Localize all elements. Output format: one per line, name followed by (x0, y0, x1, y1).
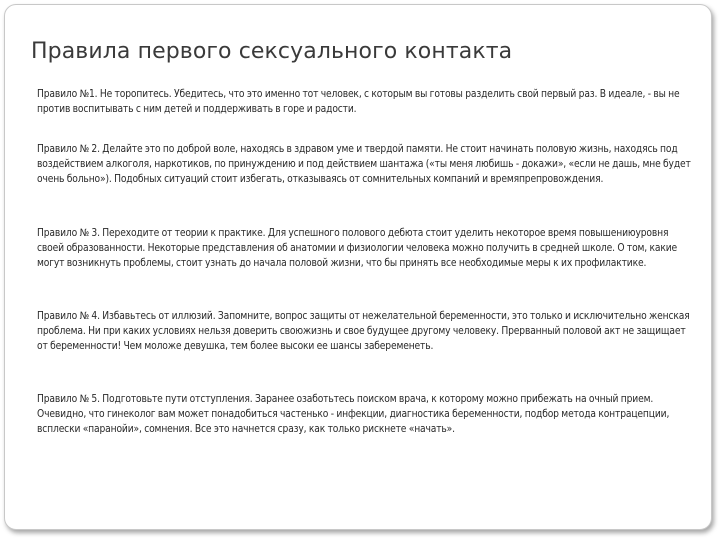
slide-frame (4, 4, 712, 530)
slide-title: Правила первого сексуального контакта (31, 39, 513, 64)
rule-4-text: Правило № 4. Избавьтесь от иллюзий. Запомните, вопрос защиты от нежелательной беременности, это только и исключительно женская проблема. Ни при каких условиях нельзя доверить своюжизнь и свое будущее другому человеку. Прерванный половой акт не защищает от беременности! Чем моложе девушка, тем более высоки ее шансы забеременеть. (37, 311, 690, 352)
rule-3-text: Правило № 3. Переходите от теории к практике. Для успешного полового дебюта стоит уделить некоторое время повышениюуровня своей образованности. Некоторые представления об анатомии и физиологии человека можно получить в средней школе. О том, какие могут возникнуть проблемы, стоит узнать до начала половой жизни, что бы принять все необходимые меры к их профилактике. (37, 228, 678, 269)
rule-5-text: Правило № 5. Подготовьте пути отступления. Заранее озаботьтесь поиском врача, к которому можно прибежать на очный прием. Очевидно, что гинеколог вам может понадобиться частенько - инфекции, диагностика беременности, подбор метода контрацепции, всплески «паранойи», сомнения. Все это начнется сразу, как только рискнете «начать». (37, 394, 670, 435)
rule-2-text: Правило № 2. Делайте это по доброй воле, находясь в здравом уме и твердой памяти. Не стоит начинать половую жизнь, находясь под воздействием алкоголя, наркотиков, по принуждению и под действием шантажа («ты меня любишь - докажи», «если не дашь, мне будет очень больно»). Подобных ситуаций стоит избегать, отказываясь от сомнительных компаний и времяпрепровождения. (37, 144, 691, 185)
rule-1-text: Правило №1. Не торопитесь. Убедитесь, что это именно тот человек, с которым вы готовы разделить свой первый раз. В идеале, - вы не против воспитывать с ним детей и поддерживать в горе и радости. (37, 89, 680, 115)
